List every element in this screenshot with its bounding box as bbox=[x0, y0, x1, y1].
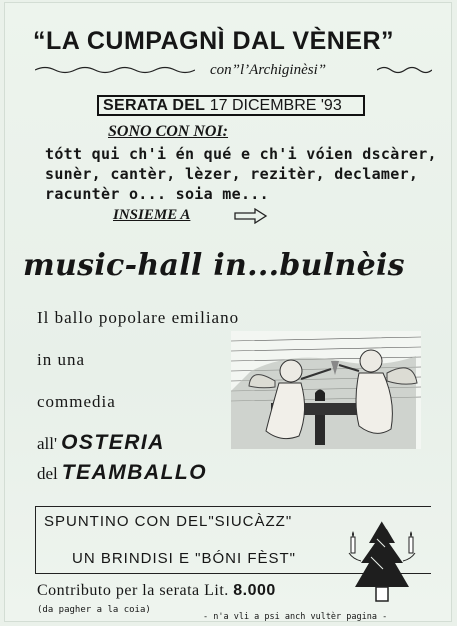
payment-note: (da pagher a la coia) bbox=[37, 605, 151, 615]
body-line: sunèr, cantèr, lèzer, rezitèr, declamer, bbox=[45, 165, 419, 183]
teamballo-prefix: del bbox=[37, 464, 58, 483]
christmas-tree-icon bbox=[347, 517, 417, 617]
event-date-label: SERATA DEL bbox=[103, 97, 206, 114]
brindisi-line: UN BRINDISI E "BÓNI FÈST" bbox=[72, 550, 297, 567]
sono-con-noi-heading: SONO CON NOI: bbox=[108, 123, 229, 140]
body-line: tótt qui ch'i én qué e ch'i vóien dscàrer, bbox=[45, 145, 437, 163]
contribution-line bbox=[37, 582, 276, 600]
flyer-page bbox=[4, 2, 452, 622]
osteria-line bbox=[37, 431, 165, 455]
flyer-title: “LA CUMPAGNÌ DAL VÈNER” bbox=[33, 27, 395, 55]
turn-page-note: - n'a vli a psi anch vultèr pagina - bbox=[203, 612, 388, 622]
osteria-word: OSTERIA bbox=[61, 431, 165, 454]
right-wave-ornament bbox=[377, 65, 432, 75]
teamballo-word: TEAMBALLO bbox=[61, 461, 208, 484]
arrow-right-icon bbox=[233, 208, 269, 224]
event-date-box bbox=[97, 95, 365, 116]
teamballo-line bbox=[37, 461, 207, 485]
cherubs-engraving-image bbox=[231, 331, 421, 449]
insieme-heading: INSIEME A bbox=[113, 207, 191, 223]
body-line: racuntèr o... soia me... bbox=[45, 185, 269, 203]
contribution-amount: 8.000 bbox=[233, 582, 276, 599]
event-date: 17 DICEMBRE '93 bbox=[209, 97, 342, 114]
contribution-label: Contributo per la serata Lit. bbox=[37, 582, 229, 599]
flyer-subtitle: con”l’Archiginèsi” bbox=[210, 62, 327, 78]
headline: music-hall in...bulnèis bbox=[23, 248, 405, 283]
ballo-line: Il ballo popolare emiliano bbox=[37, 308, 240, 327]
commedia-line: commedia bbox=[37, 392, 116, 411]
in-una-line: in una bbox=[37, 350, 86, 369]
spuntino-line: SPUNTINO CON DEL"SIUCÀZZ" bbox=[44, 513, 293, 530]
left-wave-ornament bbox=[35, 65, 195, 75]
osteria-prefix: all' bbox=[37, 434, 58, 453]
